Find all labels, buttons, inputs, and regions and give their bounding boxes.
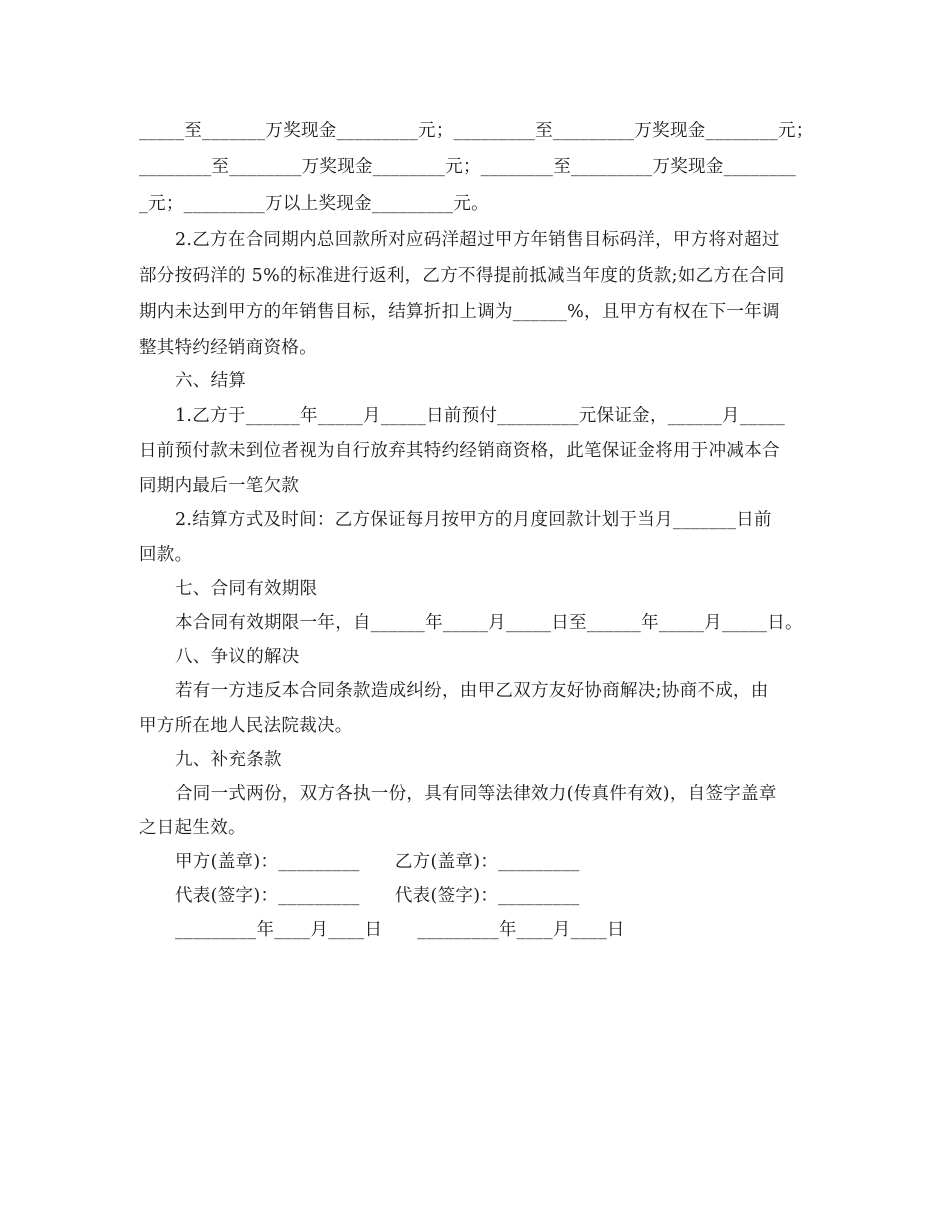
section-heading: 七、合同有效期限 bbox=[175, 579, 318, 599]
text-line: _____至_______万奖现金_________元；_________至_________万奖现金________元； bbox=[139, 121, 814, 141]
text-line: _元；_________万以上奖现金_________元。 bbox=[139, 194, 489, 214]
section-heading: 八、争议的解决 bbox=[175, 647, 300, 667]
text-line: 回款。 bbox=[139, 545, 193, 565]
signature-line: 甲方(盖章)：_________ 乙方(盖章)：_________ bbox=[175, 852, 580, 872]
text-line: 之日起生效。 bbox=[139, 818, 246, 838]
text-line: 1.乙方于______年_____月_____日前预付_________元保证金，______月_____ bbox=[175, 406, 786, 426]
text-line: 合同一式两份，双方各执一份，具有同等法律效力(传真件有效)，自签字盖章 bbox=[175, 784, 777, 804]
text-line: 日前预付款未到位者视为自行放弃其特约经销商资格，此笔保证金将用于冲减本合 bbox=[139, 441, 780, 461]
text-line: 部分按码洋的 5%的标准进行返利，乙方不得提前抵减当年度的货款;如乙方在合同 bbox=[139, 266, 785, 286]
text-line: 2.结算方式及时间：乙方保证每月按甲方的月度回款计划于当月_______日前 bbox=[175, 510, 772, 530]
text-line: 本合同有效期限一年，自______年_____月_____日至______年_____月_____日。 bbox=[175, 613, 803, 633]
text-line: 期内未达到甲方的年销售目标，结算折扣上调为______%，且甲方有权在下一年调 bbox=[139, 302, 780, 322]
text-line: 同期内最后一笔欠款 bbox=[139, 476, 300, 496]
text-line: 2.乙方在合同期内总回款所对应码洋超过甲方年销售目标码洋，甲方将对超过 bbox=[175, 230, 780, 250]
date-line: _________年____月____日 _________年____月____日 bbox=[175, 920, 625, 940]
section-heading: 九、补充条款 bbox=[175, 750, 282, 770]
section-heading: 六、结算 bbox=[175, 371, 247, 391]
text-line: 若有一方违反本合同条款造成纠纷，由甲乙双方友好协商解决;协商不成，由 bbox=[175, 681, 769, 701]
text-line: 整其特约经销商资格。 bbox=[139, 338, 317, 358]
text-line: 甲方所在地人民法院裁决。 bbox=[139, 716, 353, 736]
signature-line: 代表(签字)：_________ 代表(签字)：_________ bbox=[175, 886, 580, 906]
text-line: ________至________万奖现金________元；________至_________万奖现金________ bbox=[139, 157, 797, 177]
